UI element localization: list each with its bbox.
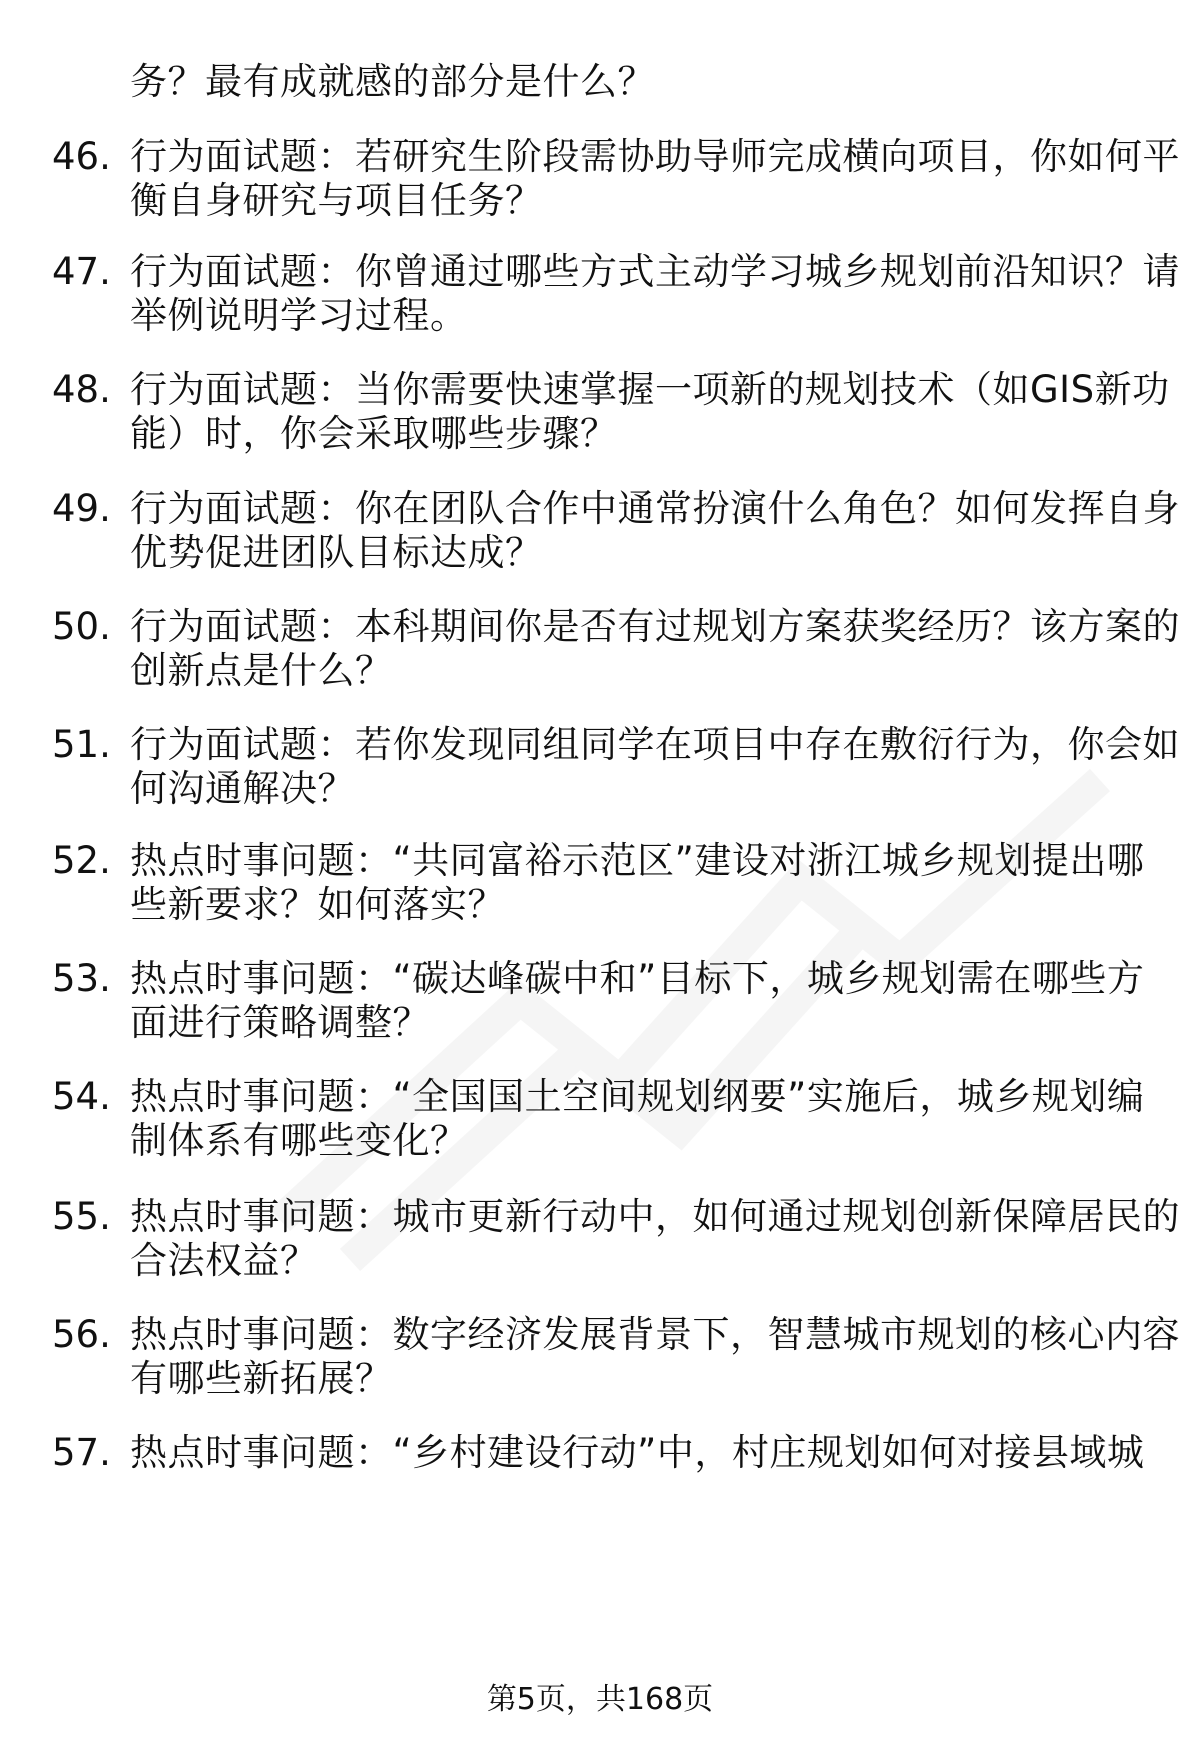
item-text-line2: 衡自身研究与项目任务？ [130, 179, 543, 222]
item-number: 49. [52, 487, 111, 530]
item-number: 54. [52, 1075, 111, 1118]
item-text-line1: 行为面试题：你在团队合作中通常扮演什么角色？如何发挥自身 [130, 487, 1180, 530]
item-number: 56. [52, 1313, 111, 1356]
item-text-line2: 优势促进团队目标达成？ [130, 531, 543, 574]
continuation-line: 务？最有成就感的部分是什么？ [130, 60, 655, 103]
item-number: 51. [52, 723, 111, 766]
item-text-line1: 热点时事问题：“乡村建设行动”中，村庄规划如何对接县域城 [130, 1431, 1145, 1474]
item-text-line1: 行为面试题：若研究生阶段需协助导师完成横向项目，你如何平 [130, 135, 1180, 178]
item-number: 50. [52, 605, 111, 648]
item-text-line1: 热点时事问题：“碳达峰碳中和”目标下，城乡规划需在哪些方 [130, 957, 1145, 1000]
item-text-line2: 何沟通解决？ [130, 767, 355, 810]
item-number: 55. [52, 1195, 111, 1238]
item-text-line1: 行为面试题：你曾通过哪些方式主动学习城乡规划前沿知识？请 [130, 250, 1180, 293]
item-text-line1: 行为面试题：当你需要快速掌握一项新的规划技术（如GIS新功 [130, 368, 1170, 411]
item-text-line1: 热点时事问题：“共同富裕示范区”建设对浙江城乡规划提出哪 [130, 839, 1145, 882]
item-text-line1: 行为面试题：本科期间你是否有过规划方案获奖经历？该方案的 [130, 605, 1180, 648]
item-text-line2: 制体系有哪些变化？ [130, 1119, 468, 1162]
item-text-line2: 些新要求？如何落实？ [130, 883, 505, 926]
item-text-line2: 举例说明学习过程。 [130, 294, 468, 337]
item-text-line2: 面进行策略调整？ [130, 1001, 430, 1044]
item-number: 52. [52, 839, 111, 882]
item-number: 53. [52, 957, 111, 1000]
item-text-line2: 合法权益？ [130, 1239, 318, 1282]
item-text-line2: 创新点是什么？ [130, 649, 393, 692]
item-text-line1: 热点时事问题：城市更新行动中，如何通过规划创新保障居民的 [130, 1195, 1180, 1238]
page-number-footer: 第5页，共168页 [486, 1682, 714, 1717]
item-number: 57. [52, 1431, 111, 1474]
item-number: 46. [52, 135, 111, 178]
item-text-line2: 能）时，你会采取哪些步骤？ [130, 412, 618, 455]
item-number: 48. [52, 368, 111, 411]
item-text-line1: 热点时事问题：“全国国土空间规划纲要”实施后，城乡规划编 [130, 1075, 1145, 1118]
item-text-line2: 有哪些新拓展？ [130, 1357, 393, 1400]
item-text-line1: 热点时事问题：数字经济发展背景下，智慧城市规划的核心内容 [130, 1313, 1180, 1356]
item-text-line1: 行为面试题：若你发现同组同学在项目中存在敷衍行为，你会如 [130, 723, 1180, 766]
item-number: 47. [52, 250, 111, 293]
